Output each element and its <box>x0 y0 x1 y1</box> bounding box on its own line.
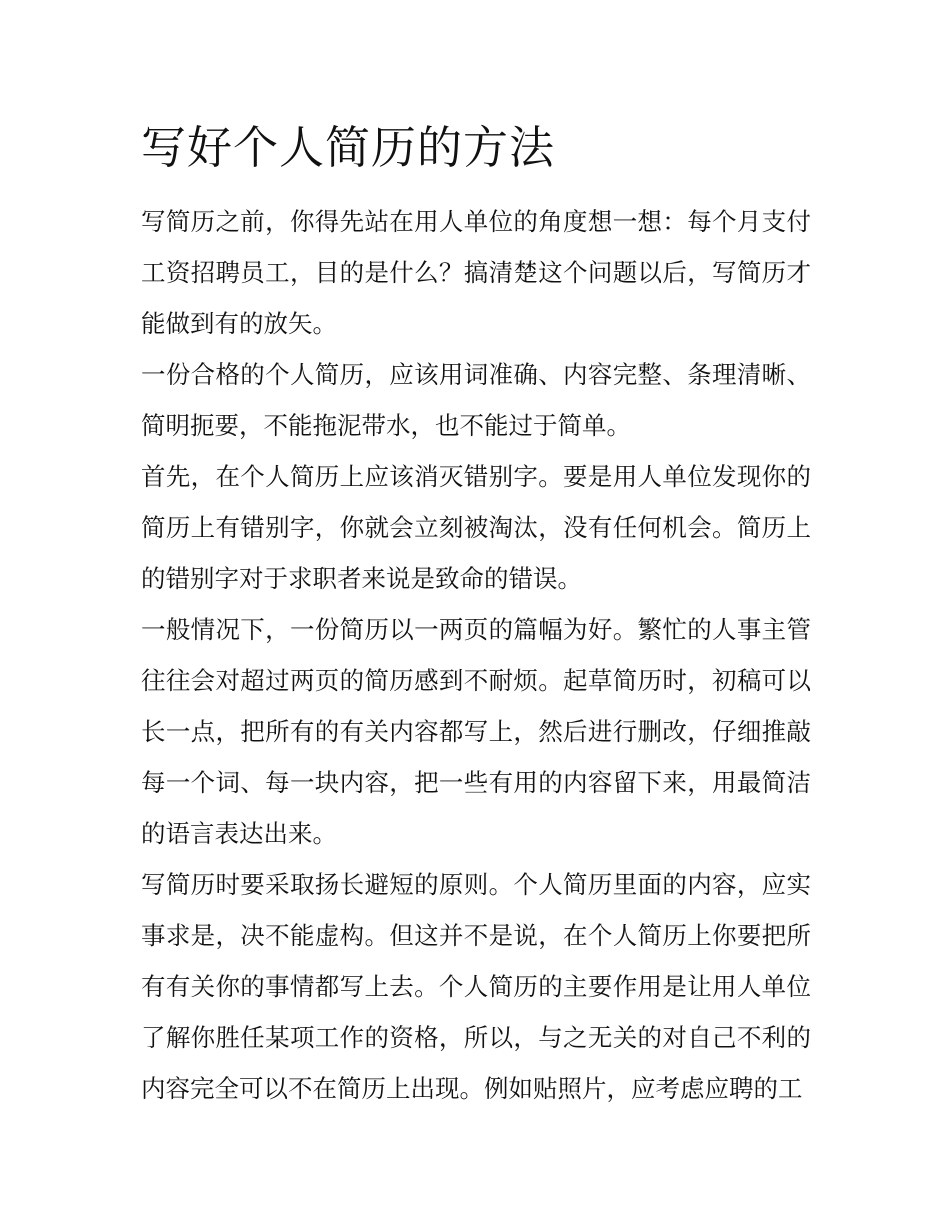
paragraph: 一份合格的个人简历，应该用词准确、内容完整、条理清晰、简明扼要，不能拖泥带水，也不能过于简单。 <box>141 360 811 440</box>
document-body <box>141 196 811 1114</box>
paragraph: 写简历时要采取扬长避短的原则。个人简历里面的内容，应实事求是，决不能虚构。但这并不是说，在个人简历上你要把所有有关你的事情都写上去。个人简历的主要作用是让用人单位了解你胜任某项工作的资格，所以，与之无关的对自己不利的内容完全可以不在简历上出现。例如贴照片，应考虑应聘的工 <box>141 870 811 1103</box>
paragraph: 首先，在个人简历上应该消灭错别字。要是用人单位发现你的简历上有错别字，你就会立刻被淘汰，没有任何机会。简历上的错别字对于求职者来说是致命的错误。 <box>141 462 811 593</box>
paragraph: 写简历之前，你得先站在用人单位的角度想一想：每个月支付工资招聘员工，目的是什么？搞清楚这个问题以后，写简历才能做到有的放矢。 <box>141 207 811 338</box>
paragraph: 一般情况下，一份简历以一两页的篇幅为好。繁忙的人事主管往往会对超过两页的简历感到不耐烦。起草简历时，初稿可以长一点，把所有的有关内容都写上，然后进行删改，仔细推敲每一个词、每一块内容，把一些有用的内容留下来，用最简洁的语言表达出来。 <box>141 615 811 848</box>
document-title: 写好个人简历的方法 <box>141 121 556 174</box>
